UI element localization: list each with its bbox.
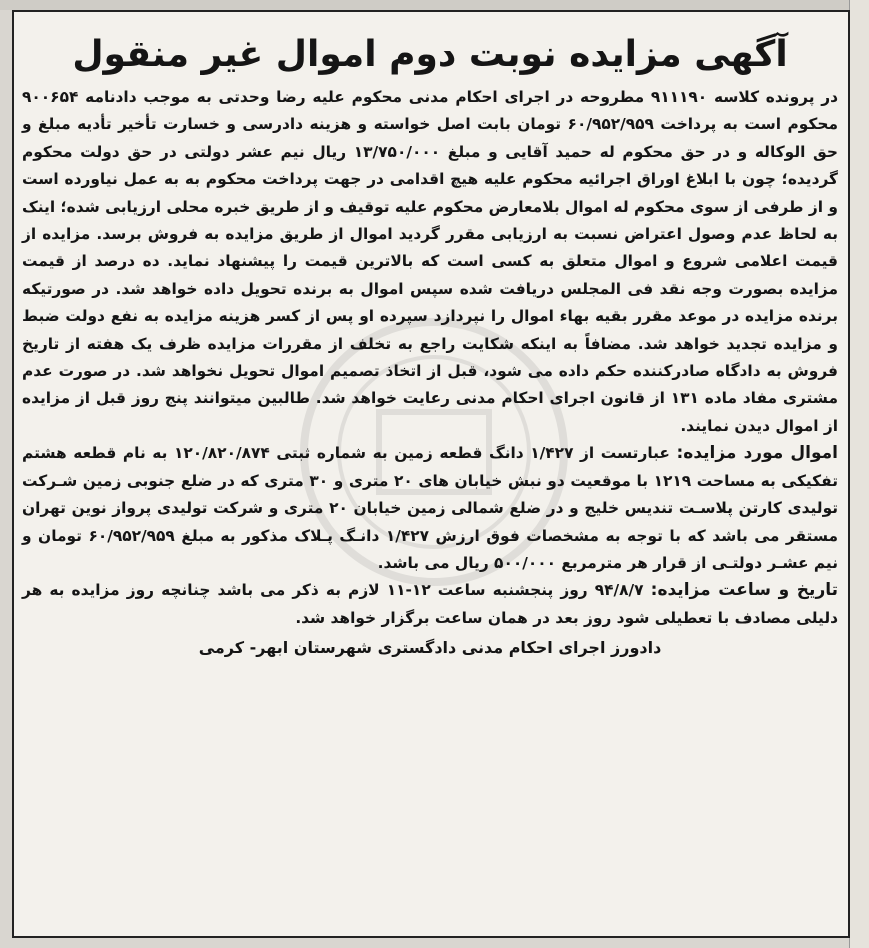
scan-right-edge (849, 0, 869, 948)
property-text: عبارتست از ۱/۴۲۷ دانگ قطعه زمین به شماره ثبتی ۱۲۰/۸۲۰/۸۷۴ به نام قطعه هشتم تفکیکی به مساحت ۱۲۱۹ با موقعیت دو نبش خیابان های ۲۰ متری و ۳۰ متری که در ضلع جنوبی زمین شـرکت تولیدی کارتن پلاسـت تندیس خلیج و در ضلع شمالی زمین خیابان ۲۰ متری و شرکت تولیدی پرواز نوین تهران مستقر می باشد که با توجه به مشخصات فوق ارزش ۱/۴۲۷ دانـگ پـلاک مذکور به مبلغ ۶۰/۹۵۲/۹۵۹ تومان و نیم عشـر دولتـی از قرار هر مترمربع ۵۰۰/۰۰۰ ریال می باشد. (22, 444, 839, 572)
notice-title: آگهی مزایده نوبت دوم اموال غیر منقول (72, 34, 788, 75)
datetime-section (22, 577, 838, 632)
notice-content (22, 14, 838, 932)
property-section (22, 440, 838, 577)
notice-intro-paragraph: در پرونده کلاسه ۹۱۱۱۹۰ مطروحه در اجرای احکام مدنی محکوم علیه رضا وحدتی به موجب دادنامه ۹۰۰۶۵۴ محکوم است به پرداخت ۶۰/۹۵۲/۹۵۹ تومان بابت اصل خواسته و هزینه دادرسی و خسارت تأخیر تأدیه مبلغ و حق الوکاله و در حق محکوم له حمید آقایی و مبلغ ۱۳/۷۵۰/۰۰۰ ریال نیم عشر دولتی در حق دولت محکوم گردیده؛ چون با ابلاغ اوراق اجرائیه محکوم علیه هیچ اقدامی در جهت پرداخت محکوم به به عمل نیاورده است و از طرفی از سوی محکوم له اموال بلامعارض محکوم علیه توقیف و از طریق خبره محلی ارزیابی شده؛ اینک به لحاظ عدم وصول اعتراض نسبت به ارزیابی مقرر گردید اموال از طریق مزایده به فروش برسد. مزایده از قیمت اعلامی شروع و اموال متعلق به کسی است که بالاترین قیمت را پیشنهاد نماید. ده درصد از قیمت مزایده بصورت وجه نقد فی المجلس دریافت شده سپس اموال به برنده تحویل داده خواهد شد. در صورتیکه برنده مزایده در موعد مقرر بقیه بهاء اموال را نپردازد سپرده او پس از کسر هزینه مزایده به نفع دولت ضبط و مزایده تجدید خواهد شد. مضافاً به اینکه شکایت راجع به تخلف از مقررات مزایده ظرف یک هفته از تاریخ فروش به دادگاه صادرکننده حکم داده می شود، قبل از اتخاذ تصمیم اموال تحویل نخواهد شد. در صورت عدم مشتری مفاد ماده ۱۳۱ از قانون اجرای احکام مدنی رعایت خواهد شد. طالبین میتوانند پنج روز قبل از مزایده از اموال دیدن نمایند. (22, 88, 839, 435)
datetime-label: تاریخ و ساعت مزایده: (650, 580, 838, 601)
scan-top-edge (0, 0, 869, 10)
property-label: اموال مورد مزایده: (676, 443, 838, 464)
notice-paper (12, 10, 850, 938)
datetime-text: ۹۴/۸/۷ روز پنجشنبه ساعت ۱۲-۱۱ لازم به ذکر می باشد چنانچه روز مزایده به هر دلیلی مصادف با تعطیلی شود روز بعد در همان ساعت برگزار خواهد شد. (22, 581, 838, 627)
signature-line: دادورز اجرای احکام مدنی دادگستری شهرستان ابهر- کرمی (198, 638, 662, 658)
